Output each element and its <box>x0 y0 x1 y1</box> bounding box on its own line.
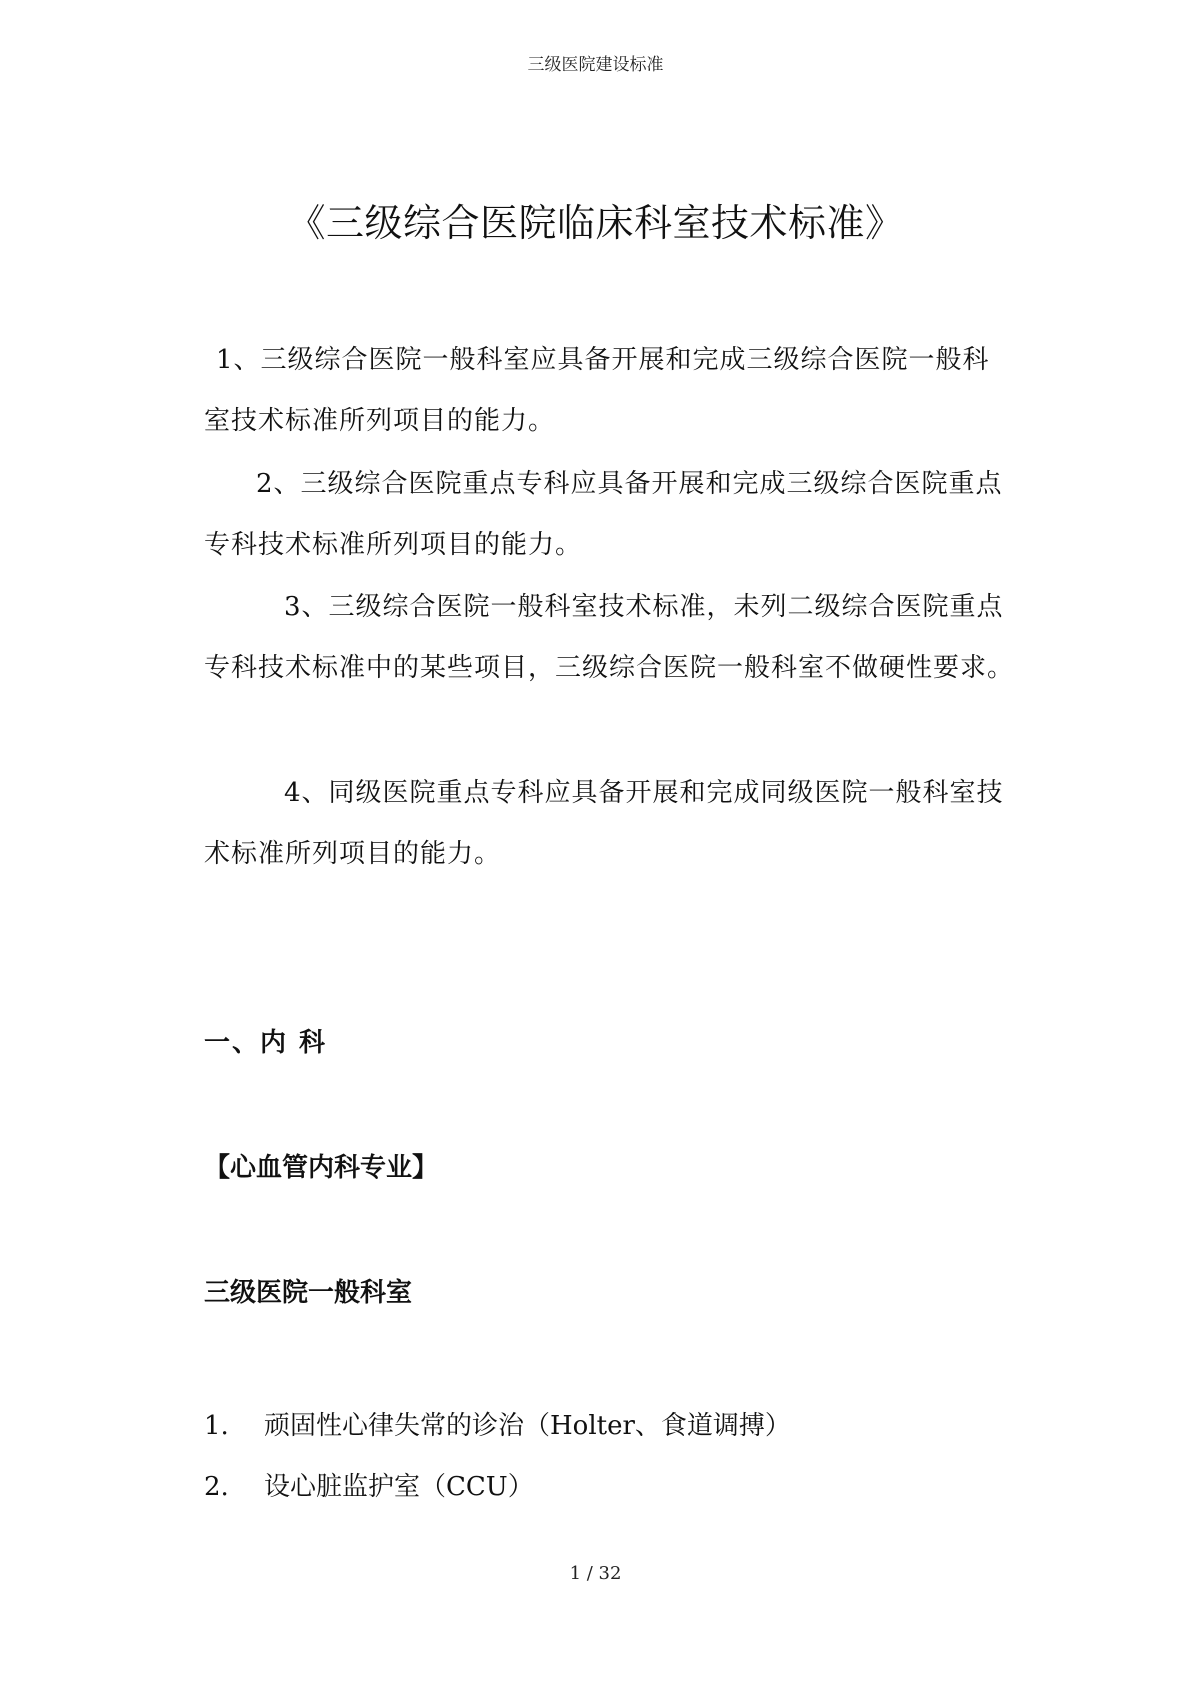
document-title: 《三级综合医院临床科室技术标准》 <box>287 201 904 245</box>
paragraph-4: 4、同级医院重点专科应具备开展和完成同级医院一般科室技术标准所列项目的能力。 <box>204 778 1004 869</box>
running-header: 三级医院建设标准 <box>527 55 664 75</box>
paragraph-1: 1、三级综合医院一般科室应具备开展和完成三级综合医院一般科室技术标准所列项目的能力。 <box>204 345 990 436</box>
specialty-heading: 【心血管内科专业】 <box>204 1153 439 1183</box>
item-number: 1. <box>204 1411 229 1441</box>
paragraph-2: 2、三级综合医院重点专科应具备开展和完成三级综合医院重点专科技术标准所列项目的能力。 <box>204 469 1003 560</box>
list-item <box>204 1457 1016 1518</box>
item-number: 2. <box>204 1472 229 1502</box>
page-indicator: 1 / 32 <box>569 1563 622 1584</box>
item-text: 顽固性心律失常的诊治（Holter、食道调搏） <box>264 1411 791 1441</box>
item-text: 设心脏监护室（CCU） <box>264 1472 534 1502</box>
paragraph-3: 3、三级综合医院一般科室技术标准，未列二级综合医院重点专科技术标准中的某些项目，三级综合医院一般科室不做硬性要求。 <box>204 592 1015 683</box>
list-item <box>204 1396 1016 1457</box>
section-heading: 一、内 科 <box>204 1028 328 1058</box>
item-list <box>204 1396 1016 1518</box>
level-heading: 三级医院一般科室 <box>204 1278 413 1308</box>
